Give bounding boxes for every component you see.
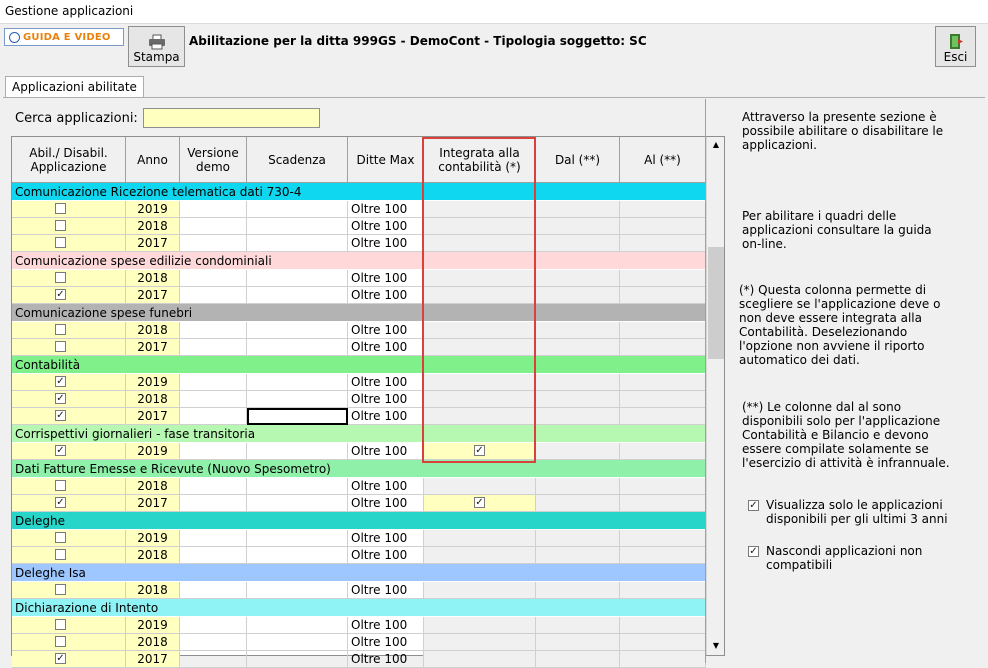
enable-checkbox[interactable] [55, 203, 66, 214]
al-cell [620, 391, 706, 408]
versione-demo-cell[interactable] [180, 651, 247, 668]
column-header[interactable]: Abil./ Disabil. Applicazione [12, 137, 126, 183]
dal-cell [536, 218, 620, 235]
anno-cell: 2017 [126, 408, 180, 425]
integrata-cell [424, 582, 536, 599]
group-header: Comunicazione spese funebri [12, 304, 706, 322]
scadenza-cell[interactable] [247, 374, 348, 391]
ditte-max-cell: Oltre 100 [348, 201, 424, 218]
al-cell [620, 322, 706, 339]
al-cell [620, 634, 706, 651]
enable-checkbox[interactable]: ✓ [56, 653, 65, 664]
option-checkbox[interactable]: ✓ [749, 546, 758, 557]
scadenza-cell[interactable] [247, 322, 348, 339]
anno-cell: 2018 [126, 322, 180, 339]
al-cell [620, 270, 706, 287]
al-cell [620, 547, 706, 564]
vertical-scrollbar[interactable] [706, 137, 724, 655]
enable-checkbox[interactable]: ✓ [56, 376, 65, 387]
guida-video-button[interactable] [4, 28, 124, 46]
enable-cell [12, 218, 126, 235]
group-header: Deleghe Isa [12, 564, 706, 582]
scadenza-cell[interactable] [247, 617, 348, 634]
dal-cell [536, 617, 620, 634]
al-cell [620, 287, 706, 304]
table-row [12, 495, 706, 512]
table-row [12, 322, 706, 339]
anno-cell: 2019 [126, 443, 180, 460]
dal-cell [536, 374, 620, 391]
scadenza-cell[interactable] [247, 443, 348, 460]
ditte-max-cell: Oltre 100 [348, 322, 424, 339]
enable-cell [12, 374, 126, 391]
anno-cell: 2017 [126, 339, 180, 356]
table-row [12, 634, 706, 651]
dal-cell [536, 391, 620, 408]
integrata-cell [424, 530, 536, 547]
integrata-cell [424, 634, 536, 651]
option-label: Visualizza solo le applicazioni disponibili per gli ultimi 3 anni [766, 498, 948, 526]
dal-cell [536, 322, 620, 339]
scroll-up-arrow-icon[interactable]: ▲ [712, 140, 720, 149]
option-label: Nascondi applicazioni non compatibili [766, 544, 923, 572]
enable-checkbox[interactable]: ✓ [56, 410, 65, 421]
scadenza-cell[interactable] [247, 201, 348, 218]
anno-cell: 2017 [126, 235, 180, 252]
al-cell [620, 582, 706, 599]
dal-cell [536, 339, 620, 356]
group-header: Dati Fatture Emesse e Ricevute (Nuovo Spesometro) [12, 460, 706, 478]
column-header[interactable]: Scadenza [247, 137, 348, 183]
option-nascondi-non-compatibili[interactable] [748, 544, 978, 574]
table-row [12, 218, 706, 235]
stampa-label: Stampa [133, 50, 180, 64]
table-row [12, 443, 706, 460]
exit-door-icon [948, 33, 964, 50]
dal-cell [536, 287, 620, 304]
al-cell [620, 478, 706, 495]
ditte-max-cell: Oltre 100 [348, 530, 424, 547]
ditte-max-cell: Oltre 100 [348, 391, 424, 408]
enable-checkbox[interactable] [55, 636, 66, 647]
dal-cell [536, 634, 620, 651]
enable-checkbox[interactable] [55, 549, 66, 560]
versione-demo-cell[interactable] [180, 218, 247, 235]
esci-button[interactable] [935, 26, 976, 67]
scadenza-cell[interactable] [247, 478, 348, 495]
scadenza-cell[interactable] [247, 218, 348, 235]
integrata-cell [424, 617, 536, 634]
group-header: Dichiarazione di Intento [12, 599, 706, 617]
enable-cell [12, 391, 126, 408]
anno-cell: 2019 [126, 374, 180, 391]
dal-cell [536, 582, 620, 599]
al-cell [620, 651, 706, 668]
ditte-max-cell: Oltre 100 [348, 287, 424, 304]
scadenza-cell[interactable] [247, 391, 348, 408]
versione-demo-cell[interactable] [180, 478, 247, 495]
versione-demo-cell[interactable] [180, 617, 247, 634]
anno-cell: 2018 [126, 547, 180, 564]
versione-demo-cell[interactable] [180, 582, 247, 599]
anno-cell: 2019 [126, 530, 180, 547]
enable-cell [12, 443, 126, 460]
table-row [12, 478, 706, 495]
dal-cell [536, 478, 620, 495]
tab-applicazioni-abilitate[interactable]: Applicazioni abilitate [5, 76, 144, 98]
versione-demo-cell[interactable] [180, 530, 247, 547]
al-cell [620, 443, 706, 460]
enable-checkbox[interactable] [55, 237, 66, 248]
table-row [12, 530, 706, 547]
enable-cell [12, 408, 126, 425]
esci-label: Esci [943, 50, 968, 64]
scadenza-cell[interactable] [247, 235, 348, 252]
scadenza-cell[interactable] [247, 634, 348, 651]
integrata-column-highlight [422, 137, 536, 463]
ditte-max-cell: Oltre 100 [348, 374, 424, 391]
scadenza-cell[interactable] [247, 582, 348, 599]
scadenza-cell[interactable] [247, 287, 348, 304]
al-cell [620, 495, 706, 512]
ditte-max-cell: Oltre 100 [348, 651, 424, 668]
table-row [12, 235, 706, 252]
scadenza-cell[interactable] [247, 339, 348, 356]
integrata-checkbox[interactable]: ✓ [475, 497, 484, 508]
dal-cell [536, 235, 620, 252]
anno-cell: 2017 [126, 495, 180, 512]
versione-demo-cell[interactable] [180, 495, 247, 512]
integrata-cell [424, 478, 536, 495]
column-header[interactable]: Versione demo [180, 137, 247, 183]
enable-checkbox[interactable] [55, 220, 66, 231]
window-title: Gestione applicazioni [0, 0, 988, 24]
versione-demo-cell[interactable] [180, 235, 247, 252]
enable-cell [12, 339, 126, 356]
anno-cell: 2019 [126, 617, 180, 634]
enable-cell [12, 530, 126, 547]
scadenza-cell[interactable] [247, 530, 348, 547]
versione-demo-cell[interactable] [180, 201, 247, 218]
integrata-cell [424, 651, 536, 668]
scroll-thumb[interactable] [708, 247, 724, 359]
dal-cell [536, 201, 620, 218]
anno-cell: 2018 [126, 478, 180, 495]
search-input[interactable] [143, 108, 320, 128]
integrata-checkbox[interactable]: ✓ [475, 445, 484, 456]
table-row [12, 617, 706, 634]
dal-cell [536, 651, 620, 668]
panel-divider [705, 99, 706, 663]
note-dal-al: (**) Le colonne dal al sono disponibili solo per l'applicazione Contabilità e Bilancio e devono essere compilate solamente se l'esercizio di attività è infrannuale. [742, 400, 950, 470]
enable-checkbox[interactable]: ✓ [56, 393, 65, 404]
enable-cell [12, 651, 126, 668]
table-row [12, 408, 706, 425]
enable-checkbox[interactable]: ✓ [56, 497, 65, 508]
enable-checkbox[interactable] [55, 532, 66, 543]
anno-cell: 2018 [126, 218, 180, 235]
group-header: Comunicazione Ricezione telematica dati 730-4 [12, 183, 706, 201]
column-header[interactable]: Dal (**) [536, 137, 620, 183]
stampa-button[interactable] [128, 26, 185, 67]
al-cell [620, 530, 706, 547]
ditte-max-cell: Oltre 100 [348, 443, 424, 460]
enable-cell [12, 287, 126, 304]
al-cell [620, 235, 706, 252]
al-cell [620, 408, 706, 425]
enable-cell [12, 270, 126, 287]
group-header: Corrispettivi giornalieri - fase transitoria [12, 425, 706, 443]
versione-demo-cell[interactable] [180, 443, 247, 460]
ditte-max-cell: Oltre 100 [348, 339, 424, 356]
table-row [12, 374, 706, 391]
versione-demo-cell[interactable] [180, 547, 247, 564]
table-row [12, 201, 706, 218]
dal-cell [536, 270, 620, 287]
anno-cell: 2018 [126, 634, 180, 651]
versione-demo-cell[interactable] [180, 287, 247, 304]
dal-cell [536, 547, 620, 564]
table-row [12, 339, 706, 356]
al-cell [620, 218, 706, 235]
versione-demo-cell[interactable] [180, 391, 247, 408]
anno-cell: 2017 [126, 287, 180, 304]
search-label: Cerca applicazioni: [15, 111, 138, 126]
printer-icon [148, 34, 166, 50]
scroll-down-arrow-icon[interactable]: ▼ [712, 641, 720, 650]
versione-demo-cell[interactable] [180, 322, 247, 339]
anno-cell: 2018 [126, 391, 180, 408]
enable-checkbox[interactable] [55, 341, 66, 352]
al-cell [620, 617, 706, 634]
scadenza-cell[interactable] [247, 651, 348, 668]
dal-cell [536, 495, 620, 512]
integrata-cell[interactable] [424, 495, 536, 512]
table-row [12, 270, 706, 287]
dal-cell [536, 443, 620, 460]
applications-grid [11, 136, 725, 666]
group-header: Comunicazione spese edilizie condominiali [12, 252, 706, 270]
anno-cell: 2018 [126, 582, 180, 599]
column-header[interactable]: Ditte Max [348, 137, 424, 183]
enable-cell [12, 617, 126, 634]
option-ultimi-3-anni[interactable] [748, 498, 978, 528]
enable-checkbox[interactable] [55, 584, 66, 595]
versione-demo-cell[interactable] [180, 408, 247, 425]
guida-video-label: GUIDA E VIDEO [23, 31, 111, 43]
ditte-max-cell: Oltre 100 [348, 582, 424, 599]
note-intro: Attraverso la presente sezione è possibile abilitare o disabilitare le applicazioni. [742, 110, 944, 152]
table-row [12, 582, 706, 599]
versione-demo-cell[interactable] [180, 270, 247, 287]
enable-checkbox[interactable]: ✓ [56, 289, 65, 300]
ditte-max-cell: Oltre 100 [348, 235, 424, 252]
note-integrata: (*) Questa colonna permette di scegliere se l'applicazione deve o non deve essere integrata alla Contabilità. Deselezionando l'opzione non avviene il riporto automatico dei dati. [739, 283, 941, 367]
ditte-max-cell: Oltre 100 [348, 617, 424, 634]
versione-demo-cell[interactable] [180, 374, 247, 391]
ditte-max-cell: Oltre 100 [348, 218, 424, 235]
enable-cell [12, 322, 126, 339]
dal-cell [536, 408, 620, 425]
enable-checkbox[interactable] [55, 272, 66, 283]
enable-cell [12, 582, 126, 599]
group-header: Contabilità [12, 356, 706, 374]
versione-demo-cell[interactable] [180, 339, 247, 356]
ditte-max-cell: Oltre 100 [348, 270, 424, 287]
ditte-max-cell: Oltre 100 [348, 478, 424, 495]
enable-checkbox[interactable] [55, 619, 66, 630]
ditte-max-cell: Oltre 100 [348, 408, 424, 425]
column-header[interactable]: Anno [126, 137, 180, 183]
table-row [12, 651, 706, 668]
enable-cell [12, 201, 126, 218]
enable-cell [12, 235, 126, 252]
column-header[interactable]: Al (**) [620, 137, 706, 183]
enable-checkbox[interactable] [55, 480, 66, 491]
scadenza-cell[interactable] [247, 495, 348, 512]
group-header: Deleghe [12, 512, 706, 530]
note-guide: Per abilitare i quadri delle applicazioni consultare la guida on-line. [742, 209, 932, 251]
ditte-max-cell: Oltre 100 [348, 634, 424, 651]
versione-demo-cell[interactable] [180, 634, 247, 651]
ditte-max-cell: Oltre 100 [348, 547, 424, 564]
al-cell [620, 374, 706, 391]
table-row [12, 287, 706, 304]
column-header[interactable]: Integrata alla contabilità (*) [424, 137, 536, 183]
enable-checkbox[interactable]: ✓ [56, 445, 65, 456]
scadenza-cell[interactable] [247, 408, 348, 425]
option-checkbox[interactable]: ✓ [749, 500, 758, 511]
scadenza-cell[interactable] [247, 547, 348, 564]
enable-checkbox[interactable] [55, 324, 66, 335]
integrata-cell [424, 547, 536, 564]
table-row [12, 391, 706, 408]
enable-cell [12, 634, 126, 651]
al-cell [620, 201, 706, 218]
ditte-max-cell: Oltre 100 [348, 495, 424, 512]
anno-cell: 2017 [126, 651, 180, 668]
page-title: Abilitazione per la ditta 999GS - DemoCont - Tipologia soggetto: SC [189, 34, 647, 48]
enable-cell [12, 478, 126, 495]
dal-cell [536, 530, 620, 547]
al-cell [620, 339, 706, 356]
enable-cell [12, 495, 126, 512]
anno-cell: 2018 [126, 270, 180, 287]
enable-cell [12, 547, 126, 564]
anno-cell: 2019 [126, 201, 180, 218]
table-row [12, 547, 706, 564]
help-search-icon [9, 32, 20, 43]
scadenza-cell[interactable] [247, 270, 348, 287]
